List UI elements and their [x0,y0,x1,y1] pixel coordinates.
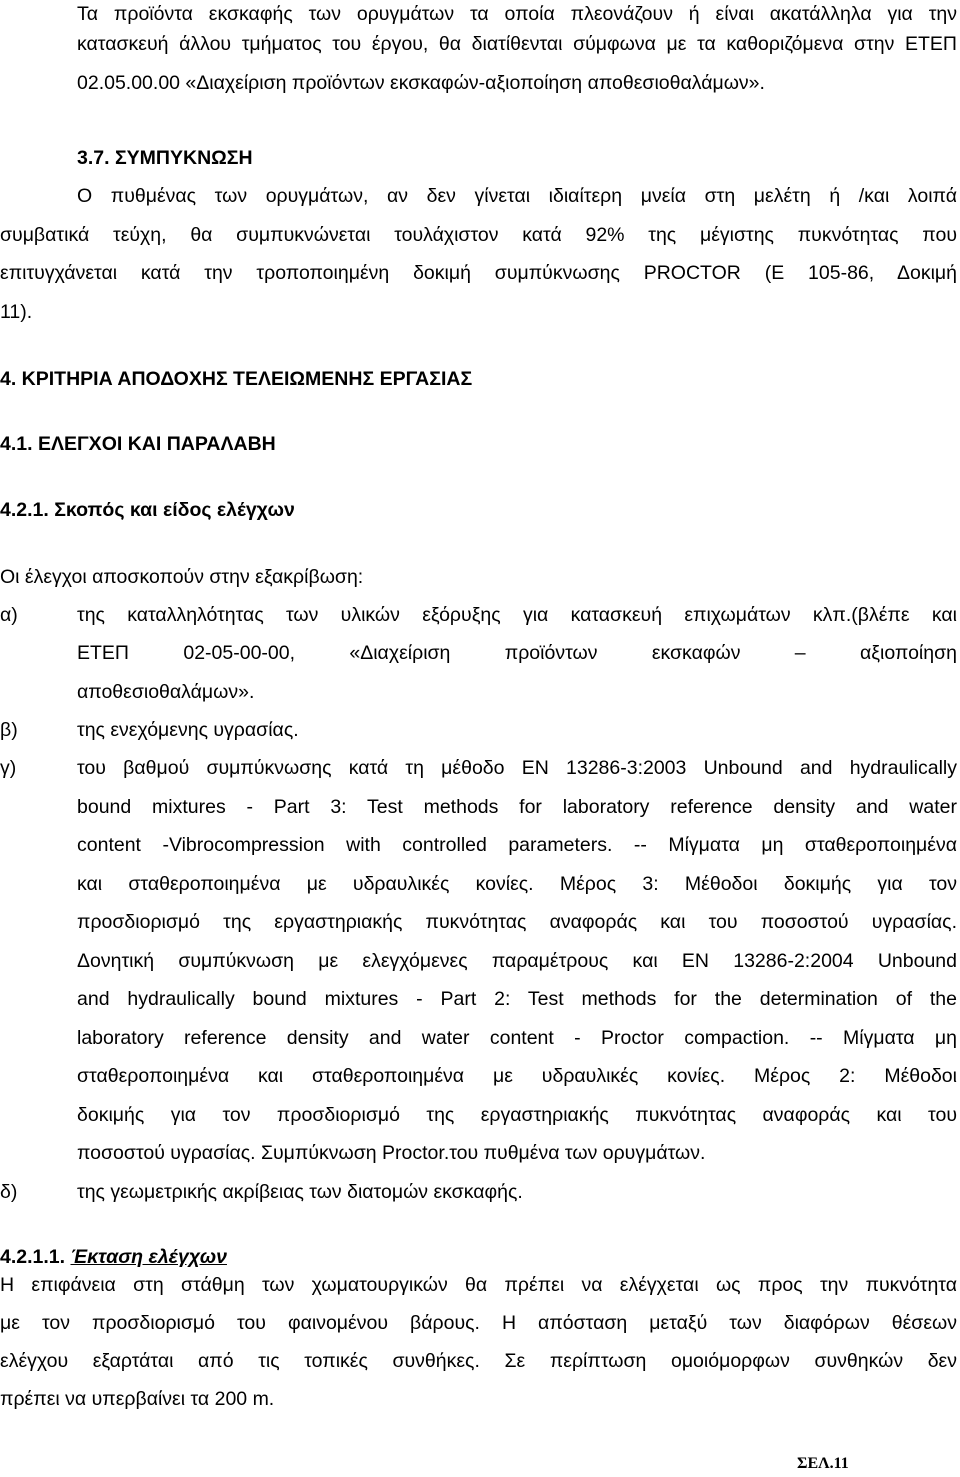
list-marker: α) [0,604,18,626]
text-line: δοκιμής για τον προσδιορισμό της εργαστηριακής πυκνότητας αναφοράς και του [77,1104,957,1126]
text-line: της γεωμετρικής ακρίβειας των διατομών εκσκαφής. [77,1181,523,1203]
list-marker: δ) [0,1181,18,1203]
checks-lead-text: Οι έλεγχοι αποσκοπούν στην εξακρίβωση: [0,566,364,588]
text-line: αποθεσιοθαλάμων». [77,681,255,703]
text-line: της ενεχόμενης υγρασίας. [77,719,299,741]
text-line: Δονητική συμπύκνωση με ελεγχόμενες παραμέτρους και ΕΝ 13286-2:2004 Unbound [77,950,957,972]
text-line: επιτυγχάνεται κατά την τροποποιημένη δοκιμή συμπύκνωσης PROCTOR (Ε 105-86, Δοκιμή [0,262,957,284]
text-line: Ο πυθμένας των ορυγμάτων, αν δεν γίνεται ιδιαίτερη μνεία στη μελέτη ή /και λοιπά [77,185,957,207]
text-line: Τα προϊόντα εκσκαφής των ορυγμάτων τα οποία πλεονάζουν ή είναι ακατάλληλα για την [77,3,957,25]
section-title: Έκταση ελέγχων [70,1246,227,1268]
section-heading-3-7: 3.7. ΣΥΜΠΥΚΝΩΣΗ [77,147,253,169]
text-line: της καταλληλότητας των υλικών εξόρυξης για κατασκευή επιχωμάτων κλπ.(βλέπε και [77,604,957,626]
text-line: and hydraulically bound mixtures - Part 2: Test methods for the determination of the [77,988,957,1010]
text-line: 02.05.00.00 «Διαχείριση προϊόντων εκσκαφών-αξιοποίηση αποθεσιοθαλάμων». [77,72,765,94]
section-heading-4-2-1-1 [0,1245,227,1269]
text-line: ποσοστού υγρασίας. Συμπύκνωση Proctor.του πυθμένα των ορυγμάτων. [77,1142,706,1164]
text-line: ελέγχου εξαρτάται από τις τοπικές συνθήκες. Σε περίπτωση ομοιόμορφων συνθηκών δεν [0,1350,957,1372]
text-line: laboratory reference density and water content - Proctor compaction. -- Μίγματα μη [77,1027,957,1049]
text-line: συμβατικά τεύχη, θα συμπυκνώνεται τουλάχιστον κατά 92% της μέγιστης πυκνότητας που [0,224,957,246]
list-marker: γ) [0,757,17,779]
text-line: 11). [0,301,33,323]
text-line: ΕΤΕΠ 02-05-00-00, «Διαχείριση προϊόντων εκσκαφών – αξιοποίηση [77,642,957,664]
text-line: με τον προσδιορισμό του φαινομένου βάρους. Η απόσταση μεταξύ των διαφόρων θέσεων [0,1312,957,1334]
section-heading-4-2-1: 4.2.1. Σκοπός και είδος ελέγχων [0,499,295,521]
page-number: ΣΕΛ.11 [797,1455,849,1472]
section-heading-4: 4. ΚΡΙΤΗΡΙΑ ΑΠΟΔΟΧΗΣ ΤΕΛΕΙΩΜΕΝΗΣ ΕΡΓΑΣΙΑΣ [0,368,473,390]
text-line: και σταθεροποιημένα με υδραυλικές κονίες. Μέρος 3: Μέθοδοι δοκιμής για τον [77,873,957,895]
text-line: Η επιφάνεια στη στάθμη των χωματουργικών θα πρέπει να ελέγχεται ως προς την πυκνότητα [0,1274,957,1296]
list-marker: β) [0,719,18,741]
text-line: content -Vibrocompression with controlled parameters. -- Μίγματα μη σταθεροποιημένα [77,834,957,856]
text-line: bound mixtures - Part 3: Test methods for laboratory reference density and water [77,796,957,818]
section-number: 4.2.1.1. [0,1246,66,1268]
text-line: σταθεροποιημένα και σταθεροποιημένα με υδραυλικές κονίες. Μέρος 2: Μέθοδοι [77,1065,957,1087]
text-line: κατασκευή άλλου τμήματος του έργου, θα διατίθενται σύμφωνα με τα καθοριζόμενα στην ΕΤΕΠ [77,33,957,55]
section-heading-4-1: 4.1. ΕΛΕΓΧΟΙ ΚΑΙ ΠΑΡΑΛΑΒΗ [0,433,276,455]
text-line: πρέπει να υπερβαίνει τα 200 m. [0,1388,275,1410]
text-line: του βαθμού συμπύκνωσης κατά τη μέθοδο ΕΝ 13286-3:2003 Unbound and hydraulically [77,757,957,779]
text-line: προσδιορισμό της εργαστηριακής πυκνότητας αναφοράς και του ποσοστού υγρασίας. [77,911,957,933]
